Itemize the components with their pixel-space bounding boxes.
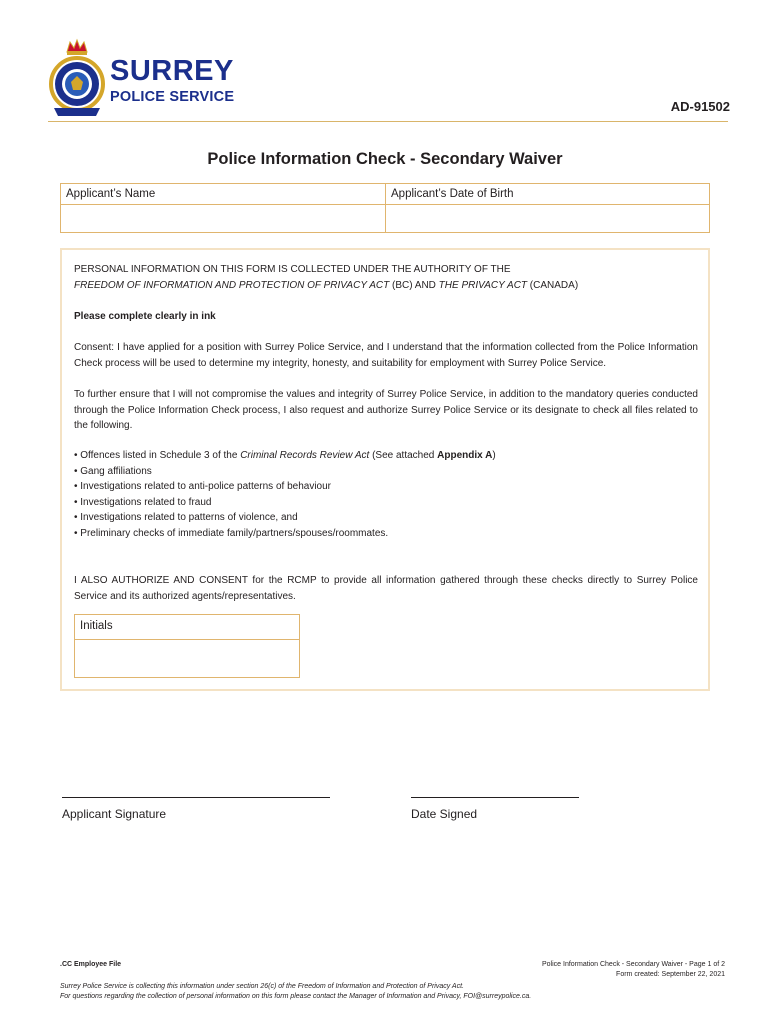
signature-label: Applicant Signature <box>62 807 167 821</box>
further-paragraph: To further ensure that I will not compromise the values and integrity of Surrey Police Service, in addition to the mandatory queries conducted through the Police Information Check process, I also request and authorize Surrey Police Service or its designate to check all files related to the following. <box>74 389 698 432</box>
list-item: • Investigations related to fraud <box>74 496 212 508</box>
list-item <box>74 448 698 464</box>
header-divider <box>48 121 728 122</box>
notice-act2: THE PRIVACY ACT <box>438 279 528 291</box>
footer-line2: For questions regarding the collection of personal information on this form please contact the Manager of Information and Privacy, FOI@surreypolice.ca. <box>60 993 532 1000</box>
notice-mid: (BC) AND <box>389 279 439 291</box>
dob-label: Applicant’s Date of Birth <box>386 184 709 205</box>
bullet1-end: ) <box>492 450 496 461</box>
initials-field[interactable] <box>75 640 299 677</box>
applicant-name-label: Applicant’s Name <box>61 184 385 205</box>
footer-page: Police Information Check - Secondary Waiver - Page 1 of 2 <box>542 961 725 968</box>
bullet1-pre: • Offences listed in Schedule 3 of the <box>74 450 241 461</box>
applicant-name-cell <box>61 184 386 232</box>
footer-created: Form created: September 22, 2021 <box>616 971 725 978</box>
list-item: • Investigations related to anti-police patterns of behaviour <box>74 481 331 493</box>
bullet1-mid: (See attached <box>369 450 438 461</box>
initials-label: Initials <box>75 615 299 640</box>
footer-line1: Surrey Police Service is collecting this information under section 26(c) of the Freedom of Information and Protection of Privacy Act. <box>60 983 464 990</box>
list-item: • Gang affiliations <box>74 465 152 477</box>
notice-line1: PERSONAL INFORMATION ON THIS FORM IS COLLECTED UNDER THE AUTHORITY OF THE <box>74 264 511 275</box>
footer-file: .CC Employee File <box>60 961 122 968</box>
ink-instruction: Please complete clearly in ink <box>74 311 216 322</box>
surrey-police-logo <box>48 38 248 118</box>
dob-field[interactable] <box>386 205 709 232</box>
footer-notice <box>60 960 531 1002</box>
signature-line[interactable] <box>62 797 330 798</box>
applicant-info-table <box>60 183 710 233</box>
list-item: • Preliminary checks of immediate family/partners/spouses/roommates. <box>74 527 389 539</box>
waiver-panel <box>60 248 710 691</box>
notice-act1: FREEDOM OF INFORMATION AND PROTECTION OF PRIVACY ACT <box>74 279 390 291</box>
initials-box <box>74 614 300 678</box>
notice-end: (CANADA) <box>527 279 579 291</box>
form-code: AD-91502 <box>670 99 730 114</box>
checks-list <box>74 448 698 542</box>
bullet1-appendix: Appendix A <box>437 450 493 461</box>
applicant-name-field[interactable] <box>61 205 385 232</box>
dob-cell <box>386 184 709 232</box>
footer-page-info <box>542 960 725 980</box>
page-title: Police Information Check - Secondary Waiver <box>207 150 563 168</box>
collection-notice <box>74 262 698 293</box>
rcmp-consent: I ALSO AUTHORIZE AND CONSENT for the RCMP to provide all information gathered through these checks directly to Surrey Police Service and its authorized agents/representatives. <box>74 575 698 602</box>
org-subtitle: POLICE SERVICE <box>110 89 235 105</box>
date-signed-line[interactable] <box>411 797 579 798</box>
police-crest-icon <box>48 38 106 118</box>
bullet1-act: Criminal Records Review Act <box>240 450 370 461</box>
org-name: SURREY <box>110 55 234 87</box>
list-item: • Investigations related to patterns of violence, and <box>74 512 298 524</box>
date-signed-label: Date Signed <box>411 807 478 821</box>
consent-paragraph: Consent: I have applied for a position with Surrey Police Service, and I understand that the information collected from the Police Information Check process will be used to determine my integrity, honesty, and suitability for employment with Surrey Police Service. <box>74 342 698 369</box>
